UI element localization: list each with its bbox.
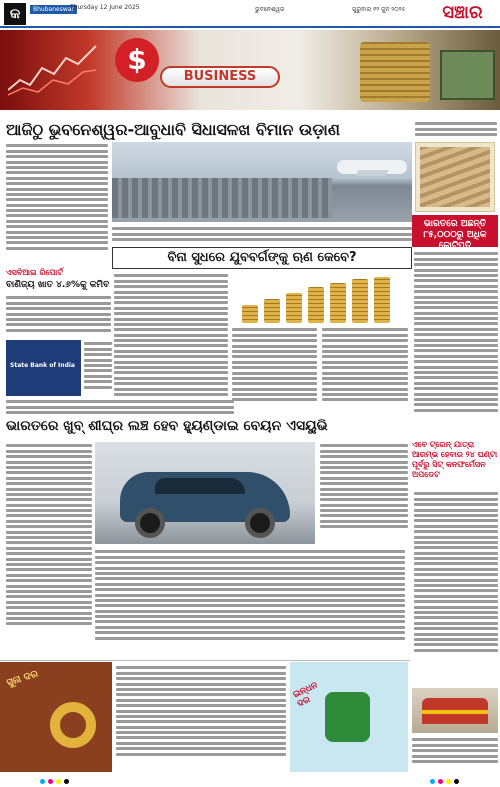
car-story-column-3 — [320, 442, 408, 546]
loan-headline: ବିନା ସୁଧରେ ଯୁବବର୍ଗଙ୍କୁ ଋଣ କେବେ? — [112, 247, 412, 269]
money-bundle-graphic — [440, 50, 495, 100]
stock-chart-graphic — [8, 40, 98, 100]
suv-photo — [95, 442, 315, 544]
millionaires-story-text — [414, 250, 498, 435]
dollar-icon: $ — [115, 38, 159, 82]
rail-headline: ଏବେ ଟ୍ରେନ୍ ଯାତ୍ରା ଆରମ୍ଭ ହେବାର ୨୪ ଘଣ୍ଟା ପୂର୍ବରୁ ସିଟ୍ କନଫର୍ମେସନ ଅପଡେଟ — [412, 440, 498, 479]
loan-story-column-1 — [114, 272, 228, 414]
top-bar — [0, 0, 500, 28]
right-story-intro — [415, 120, 497, 140]
coin-stack-graphic — [360, 42, 430, 102]
gold-rate-text — [116, 664, 286, 770]
fuel-rate-text — [412, 736, 498, 772]
fuel-nozzle-icon — [325, 692, 370, 742]
edition-label: ଭୁବନେଶ୍ୱର — [255, 6, 285, 13]
fuel-headline: ଇନ୍ଧନ ଦର — [291, 680, 320, 710]
sbi-photo: State Bank of India — [6, 340, 81, 396]
millionaires-headline: ଭାରତରେ ଅଛନ୍ତି ୮୫,୦୦୦ରୁ ଅଧିକ କୋଟିପତି — [412, 215, 498, 247]
city-label: Bhubaneswar — [30, 5, 77, 14]
date-label: Thursday 12 June 2025 — [70, 4, 140, 11]
print-registration-bar — [0, 776, 500, 787]
sbi-side-text — [84, 340, 112, 396]
rail-story-text — [414, 490, 498, 685]
sbi-story-text — [6, 294, 111, 338]
fuel-rate-panel — [290, 662, 408, 772]
gold-headline: ସୁନା ଦର — [5, 668, 40, 689]
train-photo — [412, 688, 498, 733]
odia-date: ଗୁରୁବାର ୧୨ ଜୁନ ୨୦୨୫ — [352, 6, 406, 13]
car-story-column-1 — [6, 442, 92, 656]
sbi-tag: ଏସବିଆଇ ରିପୋର୍ଟ — [6, 268, 63, 277]
airport-photo — [112, 142, 412, 222]
lead-story-column-2 — [112, 225, 412, 245]
loan-story-column-3 — [322, 326, 408, 416]
currency-photo — [415, 142, 495, 212]
lead-headline: ଆଜିଠୁ ଭୁବନେଶ୍ୱର-ଆବୁଧାବି ସିଧାସଳଖ ବିମାନ ଉଡ଼ାଣ — [6, 120, 340, 139]
gold-rate-panel — [0, 662, 112, 772]
section-divider — [0, 660, 410, 661]
loan-story-column-2 — [232, 326, 317, 416]
masthead-logo: ସଞ୍ଚାର — [442, 2, 483, 23]
car-story-column-2 — [95, 548, 405, 656]
section-title: BUSINESS — [160, 66, 280, 88]
car-headline: ଭାରତରେ ଖୁବ୍ ଶୀଘ୍ର ଲଞ୍ଚ ହେବ ହ୍ୟୁଣ୍ଡାଇ ବେୟନ ଏସୟୁଭି — [6, 418, 328, 434]
gold-ring-graphic — [50, 702, 96, 748]
coins-photo — [230, 275, 405, 323]
lead-story-column-1 — [6, 142, 108, 264]
logo-mark: କ — [4, 3, 26, 25]
sbi-headline: ବାଣିଜ୍ୟ ଖାତ ୪.୬%କୁ କମିବ — [6, 280, 110, 290]
business-banner — [0, 30, 500, 110]
